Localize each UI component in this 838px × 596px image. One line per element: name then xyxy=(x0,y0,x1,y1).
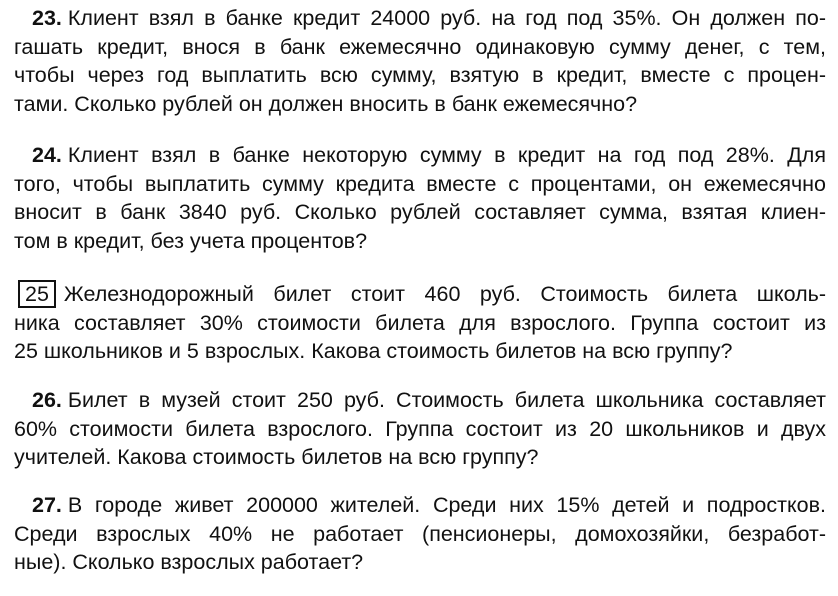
problem-text: В городе живет 200000 жителей. Среди них 15% детей и подростков. xyxy=(67,493,826,517)
problem-number: 24. xyxy=(32,143,62,167)
problem-26 xyxy=(14,386,826,472)
problem-text: Клиент взял в банке некоторую сумму в кредит на год под 28%. Для xyxy=(67,143,826,167)
problem-line: ные). Сколько взрослых работает? xyxy=(14,550,364,574)
problem-number: 27. xyxy=(32,493,62,517)
problem-line: Среди взрослых 40% не работает (пенсионеры, домохозяйки, безработ- xyxy=(14,521,826,546)
problem-text: Железнодорожный билет стоит 460 руб. Стоимость билета школь- xyxy=(63,282,826,306)
problem-23 xyxy=(14,4,826,118)
problem-line xyxy=(14,280,826,309)
problem-line xyxy=(14,386,826,415)
problem-24 xyxy=(14,141,826,255)
problem-number: 23. xyxy=(32,6,62,30)
problem-text: Билет в музей стоит 250 руб. Стоимость билета школьника составляет xyxy=(67,388,826,412)
problem-line: вносит в банк 3840 руб. Сколько рублей составляет сумма, взятая клиен- xyxy=(14,200,826,224)
problem-number-boxed: 25 xyxy=(18,280,56,308)
problem-line: тами. Сколько рублей он должен вносить в банк ежемесячно? xyxy=(14,91,638,116)
problem-line: чтобы через год выплатить всю сумму, взятую в кредит, вместе с процен- xyxy=(14,63,826,87)
problem-text: Клиент взял в банке кредит 24000 руб. на год под 35%. Он должен по- xyxy=(67,6,826,30)
problem-line: того, чтобы выплатить сумму кредита вместе с процентами, он ежемесячно xyxy=(14,171,826,196)
problem-line xyxy=(14,141,826,170)
problem-line: ника составляет 30% стоимости билета для взрослого. Группа состоит из xyxy=(14,310,826,335)
problem-line: 25 школьников и 5 взрослых. Какова стоимость билетов на всю группу? xyxy=(14,339,733,363)
problem-line: 60% стоимости билета взрослого. Группа состоит из 20 школьников и двух xyxy=(14,416,826,441)
problem-line xyxy=(14,491,826,520)
problem-line: учителей. Какова стоимость билетов на всю группу? xyxy=(14,445,539,469)
problem-line: гашать кредит, внося в банк ежемесячно одинаковую сумму денег, с тем, xyxy=(14,34,826,59)
problem-25 xyxy=(14,280,826,366)
problem-27 xyxy=(14,491,826,577)
problem-line xyxy=(14,4,826,33)
problem-line: том в кредит, без учета процентов? xyxy=(14,228,368,253)
problem-number: 26. xyxy=(32,388,62,412)
